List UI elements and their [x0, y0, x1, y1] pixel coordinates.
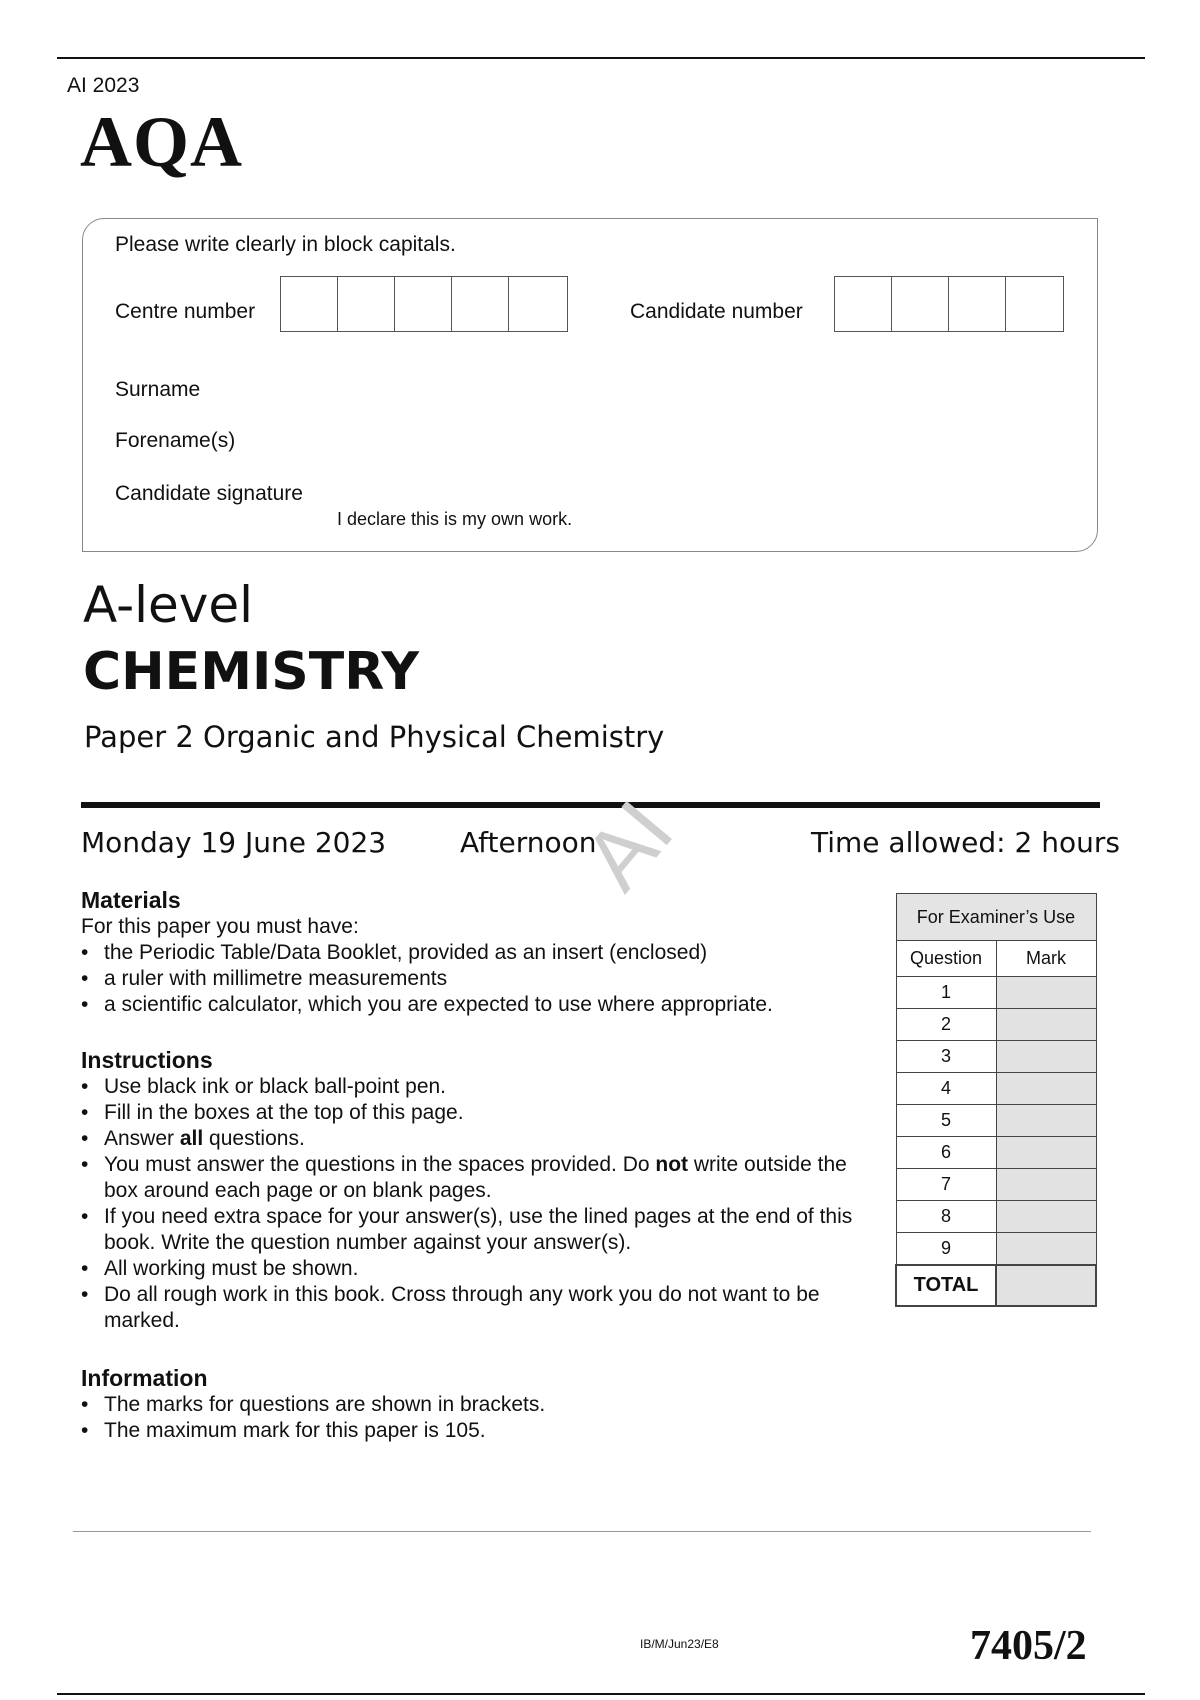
signature-field[interactable]: [330, 476, 1070, 506]
list-item: • a ruler with millimetre measurements: [81, 966, 881, 992]
information-list: [81, 1392, 881, 1444]
question-number: 4: [896, 1073, 996, 1105]
list-item: • All working must be shown.: [81, 1256, 871, 1282]
paper-code: 7405/2: [970, 1623, 1087, 1669]
title-divider: [81, 802, 1100, 808]
total-label: TOTAL: [896, 1265, 996, 1306]
question-number: 6: [896, 1137, 996, 1169]
instructions-heading: Instructions: [81, 1047, 213, 1073]
mark-cell[interactable]: [996, 977, 1096, 1009]
centre-number-box[interactable]: [395, 277, 452, 331]
declaration-text: I declare this is my own work.: [337, 509, 573, 529]
mark-cell[interactable]: [996, 1201, 1096, 1233]
centre-number-box[interactable]: [452, 277, 509, 331]
surname-label: Surname: [115, 378, 201, 401]
table-row: [896, 1105, 1096, 1137]
instructions-section: [81, 1046, 871, 1334]
list-item: • You must answer the questions in the spaces provided. Do not write outside the box around each page or on blank pages.: [81, 1152, 871, 1204]
list-item: • The marks for questions are shown in brackets.: [81, 1392, 881, 1418]
candidate-number-box[interactable]: [949, 277, 1006, 331]
mark-cell[interactable]: [996, 1009, 1096, 1041]
information-section: [81, 1364, 881, 1444]
paper-title: Paper 2 Organic and Physical Chemistry: [84, 720, 665, 754]
table-row: [896, 1233, 1096, 1266]
table-row: [896, 1041, 1096, 1073]
exam-session: Afternoon: [460, 826, 597, 859]
candidate-number-box[interactable]: [835, 277, 892, 331]
information-heading: Information: [81, 1365, 208, 1391]
candidate-number-box[interactable]: [892, 277, 949, 331]
table-row: [896, 1201, 1096, 1233]
total-row: [896, 1265, 1096, 1306]
list-item: • a scientific calculator, which you are expected to use where appropriate.: [81, 992, 881, 1018]
question-number: 8: [896, 1201, 996, 1233]
mark-cell[interactable]: [996, 1073, 1096, 1105]
watermark: AI: [565, 783, 692, 908]
list-item: • Do all rough work in this book. Cross through any work you do not want to be marked.: [81, 1282, 871, 1334]
document-reference-code: IB/M/Jun23/E8: [640, 1637, 719, 1651]
table-row: [896, 1009, 1096, 1041]
materials-heading: Materials: [81, 887, 181, 913]
mark-cell[interactable]: [996, 1041, 1096, 1073]
table-row: [896, 1169, 1096, 1201]
subject-title: CHEMISTRY: [83, 642, 420, 702]
examiner-table-title: For Examiner’s Use: [896, 894, 1096, 941]
list-item: • Answer all questions.: [81, 1126, 871, 1152]
materials-section: [81, 886, 881, 1018]
time-allowed: Time allowed: 2 hours: [811, 826, 1120, 859]
question-number: 3: [896, 1041, 996, 1073]
question-number: 5: [896, 1105, 996, 1137]
list-item: • If you need extra space for your answer(s), use the lined pages at the end of this book. Write the question number against your answer(s).: [81, 1204, 871, 1256]
forename-field[interactable]: [330, 423, 1070, 457]
list-item: • The maximum mark for this paper is 105.: [81, 1418, 881, 1444]
question-number: 2: [896, 1009, 996, 1041]
candidate-number-boxes: [834, 276, 1064, 332]
question-number: 9: [896, 1233, 996, 1266]
forename-label: Forename(s): [115, 429, 236, 452]
centre-number-boxes: [280, 276, 568, 332]
top-rule: [57, 57, 1145, 59]
candidate-number-label: Candidate number: [630, 300, 803, 323]
footer-rule: [73, 1531, 1091, 1532]
exam-date: Monday 19 June 2023: [81, 826, 387, 859]
centre-number-box[interactable]: [281, 277, 338, 331]
table-row: [896, 1073, 1096, 1105]
list-item: • Use black ink or black ball-point pen.: [81, 1074, 871, 1100]
mark-cell[interactable]: [996, 1169, 1096, 1201]
total-mark-cell[interactable]: [996, 1265, 1096, 1306]
qualification-level: A-level: [83, 576, 254, 634]
mark-cell[interactable]: [996, 1137, 1096, 1169]
mark-cell[interactable]: [996, 1233, 1096, 1266]
block-capitals-instruction: Please write clearly in block capitals.: [115, 233, 456, 256]
aqa-logo: AQA: [80, 102, 243, 182]
corner-tag: AI 2023: [67, 74, 140, 97]
table-row: [896, 1137, 1096, 1169]
list-item: • the Periodic Table/Data Booklet, provided as an insert (enclosed): [81, 940, 881, 966]
bottom-rule: [57, 1693, 1145, 1695]
mark-cell[interactable]: [996, 1105, 1096, 1137]
instructions-list: [81, 1074, 871, 1334]
centre-number-label: Centre number: [115, 300, 256, 323]
surname-field[interactable]: [330, 372, 1070, 406]
table-row: [896, 977, 1096, 1009]
candidate-number-box[interactable]: [1006, 277, 1063, 331]
centre-number-box[interactable]: [509, 277, 566, 331]
mark-column-header: Mark: [996, 941, 1096, 977]
centre-number-box[interactable]: [338, 277, 395, 331]
question-column-header: Question: [896, 941, 996, 977]
signature-label: Candidate signature: [115, 482, 303, 505]
examiner-use-table: [895, 893, 1097, 1307]
question-number: 7: [896, 1169, 996, 1201]
list-item: • Fill in the boxes at the top of this page.: [81, 1100, 871, 1126]
materials-intro: For this paper you must have:: [81, 915, 359, 938]
question-number: 1: [896, 977, 996, 1009]
materials-list: [81, 940, 881, 1018]
